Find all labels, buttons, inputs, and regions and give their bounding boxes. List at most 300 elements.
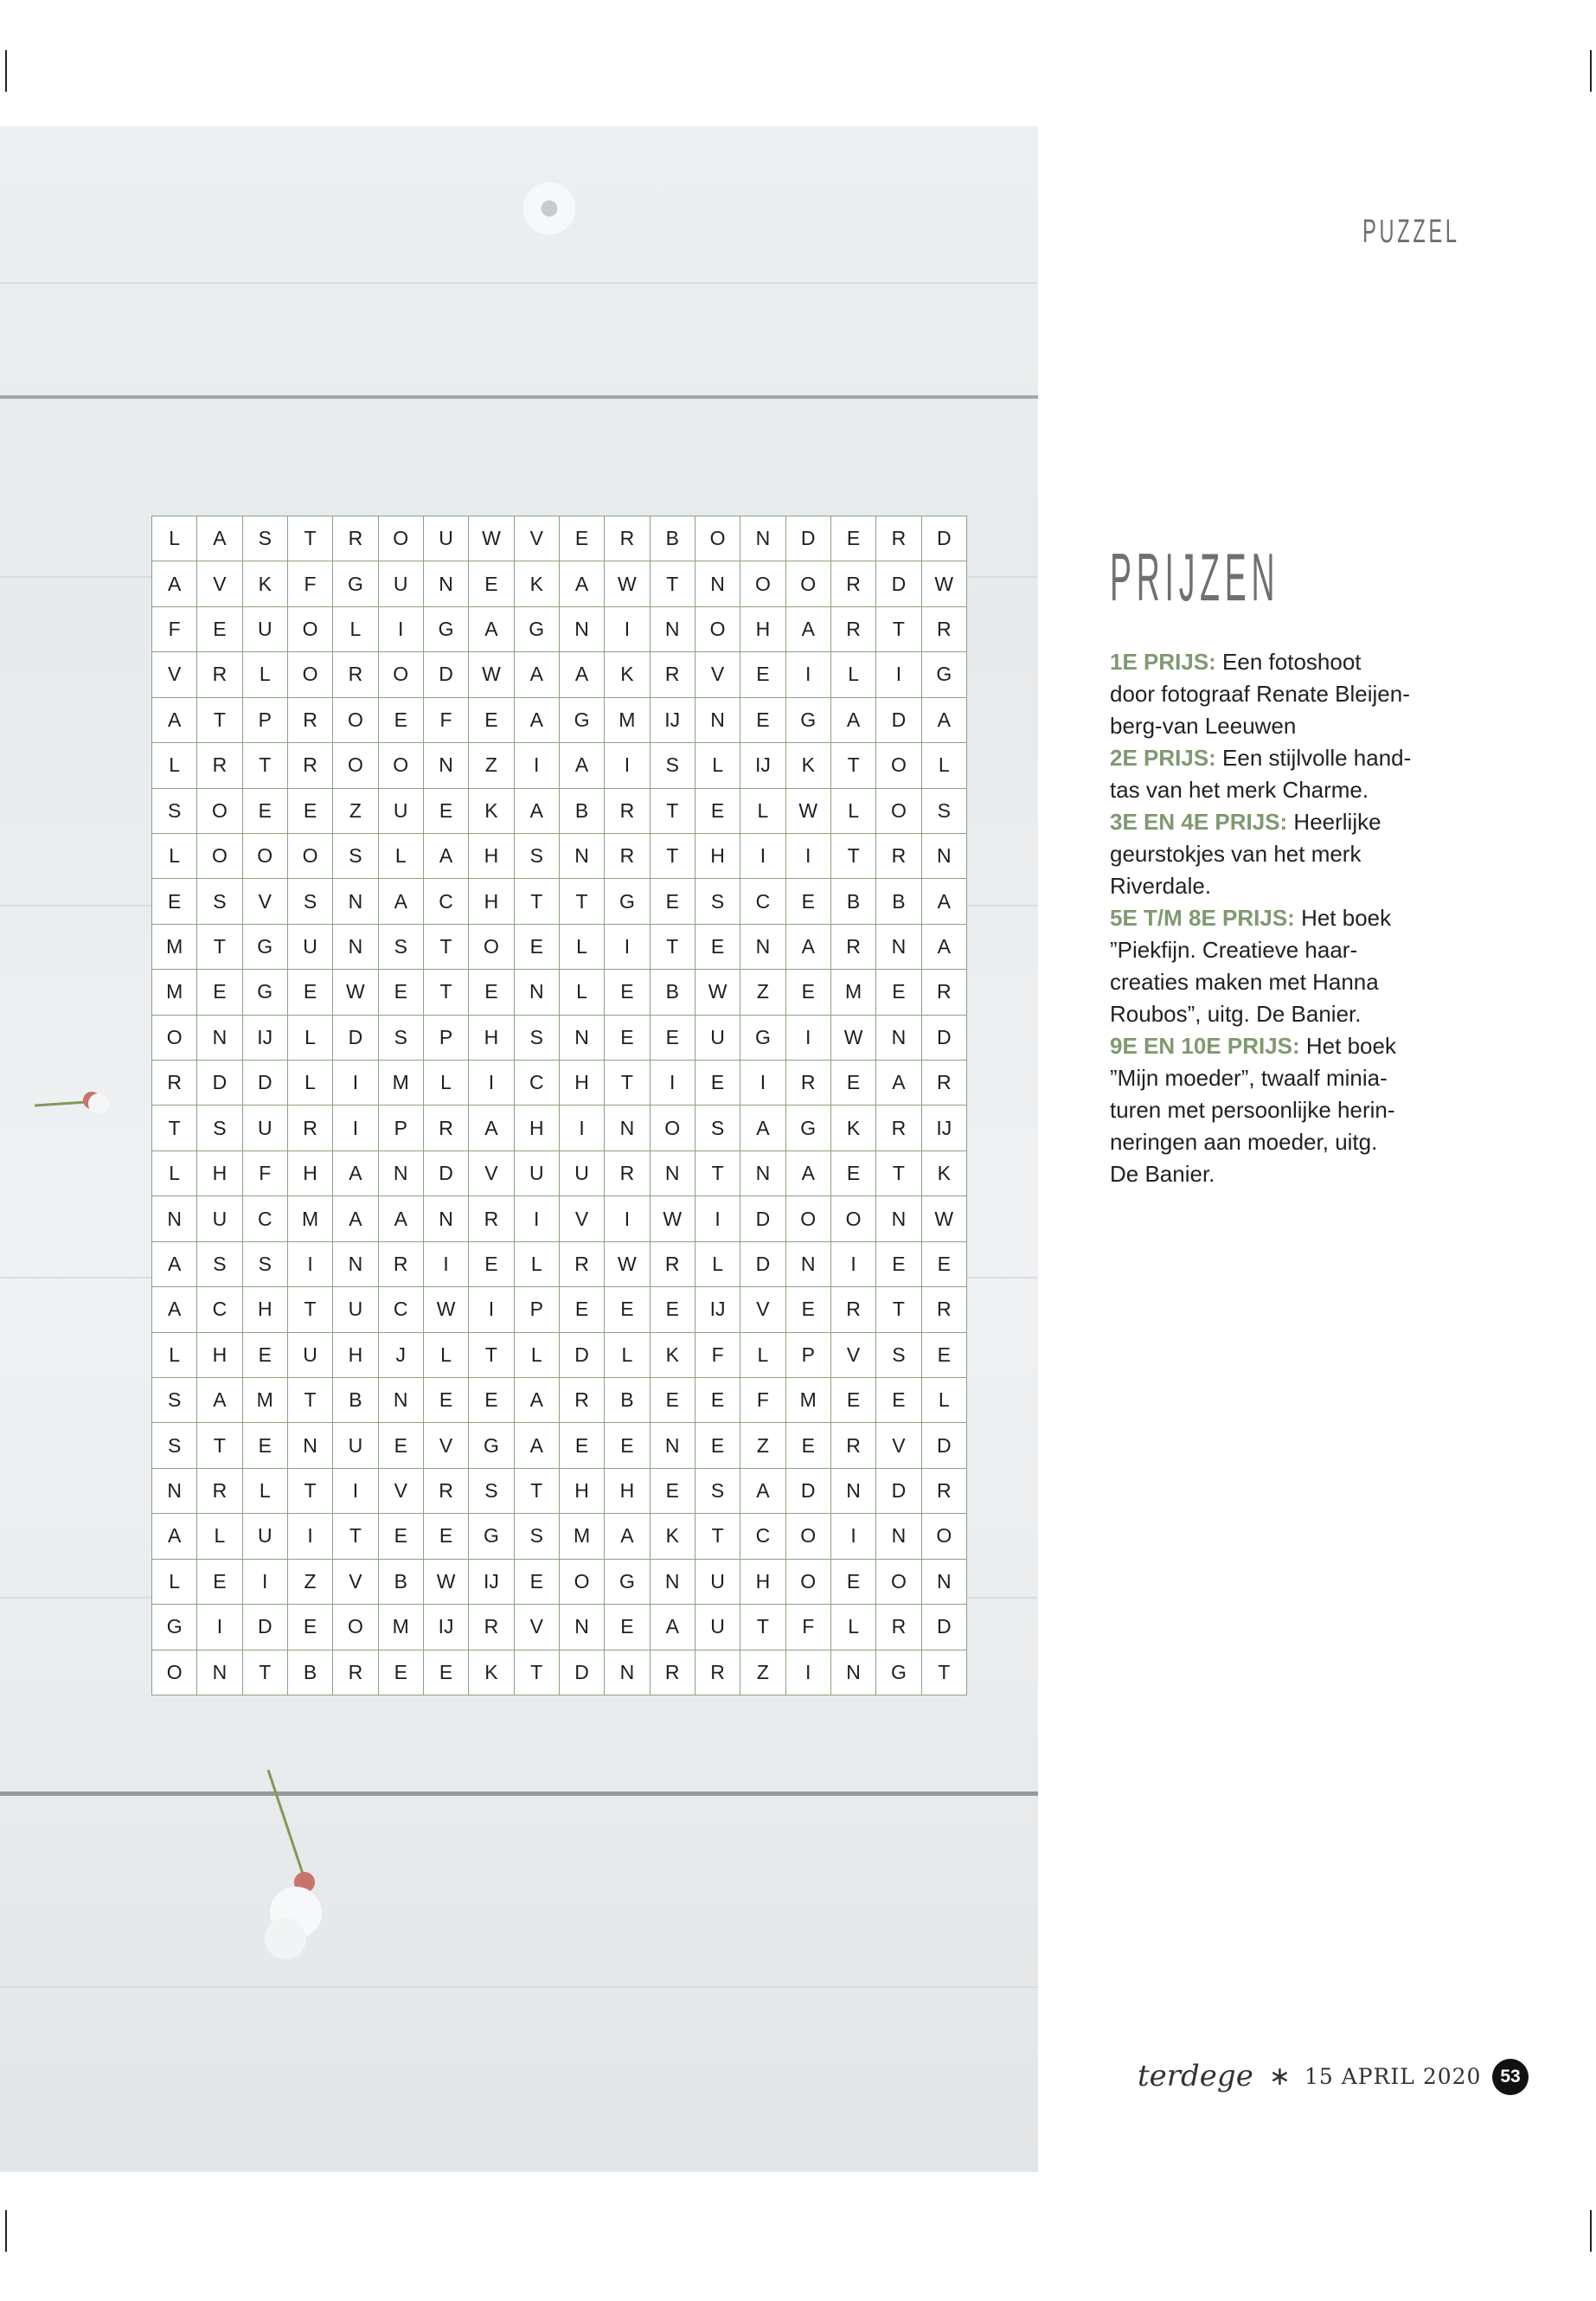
- grid-cell: P: [514, 1287, 559, 1332]
- grid-cell: R: [605, 516, 650, 561]
- grid-cell: G: [605, 1559, 650, 1604]
- grid-cell: T: [197, 1423, 242, 1468]
- grid-cell: I: [605, 924, 650, 969]
- grid-cell: O: [469, 924, 514, 969]
- prize-text: turen met persoonlijke herin-: [1110, 1097, 1395, 1123]
- grid-cell: O: [695, 516, 740, 561]
- grid-cell: V: [514, 1605, 559, 1650]
- grid-cell: E: [378, 1423, 423, 1468]
- grid-cell: W: [605, 561, 650, 606]
- grid-cell: H: [605, 1468, 650, 1513]
- grid-cell: I: [287, 1514, 332, 1559]
- grid-cell: T: [559, 879, 604, 924]
- grid-cell: R: [423, 1468, 468, 1513]
- grid-cell: N: [650, 606, 695, 651]
- grid-cell: U: [423, 516, 468, 561]
- grid-cell: R: [423, 1106, 468, 1150]
- grid-cell: A: [333, 1150, 378, 1195]
- grid-cell: T: [650, 788, 695, 833]
- grid-cell: E: [469, 697, 514, 742]
- grid-cell: R: [287, 1106, 332, 1150]
- prize-line: [1110, 1126, 1456, 1158]
- grid-cell: S: [695, 1468, 740, 1513]
- grid-cell: O: [559, 1559, 604, 1604]
- grid-cell: M: [605, 697, 650, 742]
- grid-cell: L: [197, 1514, 242, 1559]
- grid-cell: E: [423, 1514, 468, 1559]
- grid-cell: R: [152, 1061, 197, 1106]
- grid-cell: I: [559, 1106, 604, 1150]
- grid-cell: L: [695, 1241, 740, 1286]
- grid-cell: L: [605, 1332, 650, 1377]
- grid-cell: E: [197, 606, 242, 651]
- grid-cell: P: [785, 1332, 830, 1377]
- grid-cell: H: [695, 833, 740, 878]
- grid-cell: S: [287, 879, 332, 924]
- grid-cell: K: [785, 743, 830, 788]
- star-icon: ∗: [1268, 2061, 1291, 2091]
- grid-cell: S: [242, 516, 287, 561]
- grid-cell: N: [605, 1650, 650, 1695]
- word-search-grid: [151, 516, 967, 1695]
- grid-cell: F: [740, 1378, 785, 1423]
- grid-cell: M: [378, 1061, 423, 1106]
- grid-cell: O: [876, 788, 921, 833]
- grid-cell: I: [785, 1650, 830, 1695]
- grid-cell: A: [830, 697, 875, 742]
- prize-line: [1110, 1094, 1456, 1126]
- grid-cell: S: [378, 1015, 423, 1060]
- grid-cell: T: [605, 1061, 650, 1106]
- grid-cell: K: [469, 1650, 514, 1695]
- grid-cell: E: [695, 1061, 740, 1106]
- grid-cell: C: [197, 1287, 242, 1332]
- grid-cell: I: [287, 1241, 332, 1286]
- grid-cell: T: [830, 833, 875, 878]
- grid-cell: A: [469, 1106, 514, 1150]
- grid-cell: I: [830, 1241, 875, 1286]
- grid-cell: V: [242, 879, 287, 924]
- grid-cell: H: [559, 1061, 604, 1106]
- grid-cell: O: [785, 561, 830, 606]
- grid-cell: S: [152, 1423, 197, 1468]
- grid-cell: L: [287, 1061, 332, 1106]
- grid-cell: H: [242, 1287, 287, 1332]
- grid-cell: S: [695, 1106, 740, 1150]
- grid-cell: H: [287, 1150, 332, 1195]
- grid-cell: R: [333, 1650, 378, 1695]
- grid-cell: T: [514, 879, 559, 924]
- grid-cell: G: [785, 1106, 830, 1150]
- grid-cell: D: [785, 1468, 830, 1513]
- prize-text: Riverdale.: [1110, 873, 1212, 899]
- crop-mark-top-right: [1590, 50, 1592, 92]
- grid-cell: I: [785, 1015, 830, 1060]
- grid-cell: U: [197, 1196, 242, 1241]
- grid-row: [152, 833, 967, 878]
- grid-cell: E: [695, 1423, 740, 1468]
- grid-cell: M: [559, 1514, 604, 1559]
- grid-cell: L: [378, 833, 423, 878]
- grid-cell: R: [785, 1061, 830, 1106]
- grid-cell: N: [876, 1196, 921, 1241]
- grid-cell: O: [378, 743, 423, 788]
- grid-cell: A: [785, 1150, 830, 1195]
- grid-cell: D: [197, 1061, 242, 1106]
- grid-cell: O: [333, 1605, 378, 1650]
- grid-cell: F: [152, 606, 197, 651]
- grid-cell: L: [559, 924, 604, 969]
- grid-row: [152, 652, 967, 697]
- grid-cell: D: [921, 516, 966, 561]
- grid-cell: D: [785, 516, 830, 561]
- grid-row: [152, 1015, 967, 1060]
- grid-cell: G: [785, 697, 830, 742]
- grid-cell: L: [921, 743, 966, 788]
- grid-cell: O: [921, 1514, 966, 1559]
- grid-cell: E: [695, 924, 740, 969]
- prize-line: [1110, 742, 1456, 774]
- grid-cell: P: [242, 697, 287, 742]
- grid-cell: V: [559, 1196, 604, 1241]
- prize-line: [1110, 966, 1456, 998]
- grid-cell: I: [378, 606, 423, 651]
- grid-cell: T: [650, 924, 695, 969]
- grid-cell: N: [333, 924, 378, 969]
- grid-cell: O: [287, 833, 332, 878]
- grid-cell: V: [740, 1287, 785, 1332]
- prize-line: [1110, 870, 1456, 902]
- grid-cell: D: [876, 561, 921, 606]
- grid-cell: N: [650, 1150, 695, 1195]
- grid-cell: S: [514, 1514, 559, 1559]
- grid-cell: L: [921, 1378, 966, 1423]
- grid-cell: O: [650, 1106, 695, 1150]
- grid-cell: E: [559, 1423, 604, 1468]
- grid-cell: E: [378, 697, 423, 742]
- grid-cell: I: [740, 1061, 785, 1106]
- grid-cell: L: [287, 1015, 332, 1060]
- grid-cell: IJ: [242, 1015, 287, 1060]
- grid-cell: D: [423, 1150, 468, 1195]
- grid-cell: H: [333, 1332, 378, 1377]
- grid-cell: D: [242, 1605, 287, 1650]
- grid-cell: T: [242, 743, 287, 788]
- grid-cell: O: [197, 833, 242, 878]
- grid-cell: C: [740, 1514, 785, 1559]
- grid-cell: A: [876, 1061, 921, 1106]
- prize-line: [1110, 806, 1456, 838]
- grid-cell: I: [333, 1106, 378, 1150]
- grid-cell: G: [242, 924, 287, 969]
- grid-cell: I: [605, 743, 650, 788]
- grid-cell: M: [152, 924, 197, 969]
- grid-cell: N: [876, 924, 921, 969]
- grid-cell: S: [876, 1332, 921, 1377]
- grid-cell: IJ: [423, 1605, 468, 1650]
- grid-cell: N: [423, 743, 468, 788]
- grid-cell: T: [423, 924, 468, 969]
- grid-cell: A: [650, 1605, 695, 1650]
- grid-cell: T: [423, 970, 468, 1015]
- grid-row: [152, 788, 967, 833]
- grid-cell: E: [876, 1241, 921, 1286]
- grid-cell: O: [333, 743, 378, 788]
- prize-line: [1110, 902, 1456, 934]
- grid-cell: U: [287, 1332, 332, 1377]
- grid-cell: E: [650, 1015, 695, 1060]
- grid-cell: R: [197, 1468, 242, 1513]
- grid-row: [152, 1332, 967, 1377]
- blossom-icon: [519, 178, 580, 239]
- grid-cell: S: [514, 1015, 559, 1060]
- grid-cell: T: [287, 1287, 332, 1332]
- grid-cell: E: [469, 1378, 514, 1423]
- prizes-title: PRIJZEN: [1110, 539, 1280, 615]
- grid-cell: A: [469, 606, 514, 651]
- grid-row: [152, 1468, 967, 1513]
- grid-cell: N: [695, 561, 740, 606]
- grid-cell: E: [378, 1514, 423, 1559]
- grid-cell: G: [423, 606, 468, 651]
- grid-cell: D: [242, 1061, 287, 1106]
- grid-cell: E: [423, 1650, 468, 1695]
- grid-cell: Z: [740, 970, 785, 1015]
- grid-cell: E: [469, 1241, 514, 1286]
- grid-cell: N: [197, 1650, 242, 1695]
- grid-cell: O: [876, 743, 921, 788]
- grid-cell: C: [423, 879, 468, 924]
- grid-cell: J: [378, 1332, 423, 1377]
- grid-cell: N: [695, 697, 740, 742]
- grid-cell: V: [197, 561, 242, 606]
- grid-cell: S: [469, 1468, 514, 1513]
- grid-cell: R: [830, 1287, 875, 1332]
- grid-cell: A: [197, 516, 242, 561]
- grid-cell: N: [559, 833, 604, 878]
- grid-cell: I: [469, 1287, 514, 1332]
- prize-text: creaties maken met Hanna: [1110, 969, 1379, 995]
- grid-cell: O: [152, 1015, 197, 1060]
- grid-cell: A: [333, 1196, 378, 1241]
- grid-cell: N: [921, 1559, 966, 1604]
- grid-cell: W: [650, 1196, 695, 1241]
- grid-cell: D: [423, 652, 468, 697]
- grid-cell: K: [514, 561, 559, 606]
- grid-cell: A: [152, 1287, 197, 1332]
- grid-cell: T: [287, 1468, 332, 1513]
- grid-cell: R: [287, 743, 332, 788]
- grid-cell: V: [876, 1423, 921, 1468]
- grid-cell: R: [650, 1241, 695, 1286]
- grid-cell: A: [785, 924, 830, 969]
- grid-row: [152, 1514, 967, 1559]
- grid-cell: U: [242, 1106, 287, 1150]
- grid-cell: E: [876, 1378, 921, 1423]
- prize-label: 2E PRIJS:: [1110, 745, 1216, 771]
- grid-cell: H: [469, 879, 514, 924]
- grid-cell: V: [333, 1559, 378, 1604]
- grid-cell: E: [197, 1559, 242, 1604]
- grid-cell: E: [740, 697, 785, 742]
- grid-cell: I: [333, 1468, 378, 1513]
- grid-cell: T: [514, 1468, 559, 1513]
- prize-text: Heerlijke: [1287, 809, 1381, 835]
- plank-divider: [0, 395, 1038, 399]
- grid-cell: E: [287, 970, 332, 1015]
- grid-cell: A: [605, 1514, 650, 1559]
- grid-cell: R: [921, 1468, 966, 1513]
- grid-cell: R: [559, 1241, 604, 1286]
- grid-cell: E: [559, 516, 604, 561]
- grid-cell: E: [785, 1287, 830, 1332]
- grid-cell: E: [197, 970, 242, 1015]
- grid-cell: R: [197, 743, 242, 788]
- grid-cell: S: [197, 1106, 242, 1150]
- grid-cell: I: [242, 1559, 287, 1604]
- prize-text: ”Mijn moeder”, twaalf minia-: [1110, 1065, 1388, 1091]
- grid-cell: E: [423, 788, 468, 833]
- grid-row: [152, 743, 967, 788]
- prize-line: [1110, 1062, 1456, 1094]
- grid-cell: W: [423, 1559, 468, 1604]
- grid-cell: N: [514, 970, 559, 1015]
- grid-cell: W: [605, 1241, 650, 1286]
- grid-cell: R: [695, 1650, 740, 1695]
- grid-cell: N: [197, 1015, 242, 1060]
- grid-cell: V: [514, 516, 559, 561]
- grid-cell: K: [650, 1514, 695, 1559]
- crop-mark-top-left: [5, 50, 7, 92]
- grid-cell: E: [876, 970, 921, 1015]
- grid-cell: W: [921, 561, 966, 606]
- grid-cell: O: [197, 788, 242, 833]
- grid-cell: I: [785, 652, 830, 697]
- grid-cell: T: [876, 606, 921, 651]
- grid-cell: K: [650, 1332, 695, 1377]
- grid-cell: U: [333, 1423, 378, 1468]
- grid-cell: A: [559, 561, 604, 606]
- grid-cell: O: [378, 516, 423, 561]
- grid-cell: O: [287, 652, 332, 697]
- grid-cell: O: [152, 1650, 197, 1695]
- grid-cell: D: [740, 1241, 785, 1286]
- grid-cell: I: [514, 743, 559, 788]
- grid-cell: S: [242, 1241, 287, 1286]
- grid-cell: H: [514, 1106, 559, 1150]
- grid-cell: A: [514, 1378, 559, 1423]
- grid-cell: L: [242, 652, 287, 697]
- grid-cell: A: [378, 879, 423, 924]
- grid-cell: D: [876, 1468, 921, 1513]
- prize-line: [1110, 838, 1456, 870]
- grid-cell: E: [650, 879, 695, 924]
- grid-cell: N: [876, 1514, 921, 1559]
- grid-cell: M: [242, 1378, 287, 1423]
- grid-cell: G: [605, 879, 650, 924]
- grid-cell: T: [876, 1287, 921, 1332]
- grid-cell: N: [378, 1378, 423, 1423]
- grid-cell: C: [378, 1287, 423, 1332]
- grid-cell: L: [830, 652, 875, 697]
- grid-cell: V: [378, 1468, 423, 1513]
- grid-cell: N: [152, 1196, 197, 1241]
- grid-cell: A: [514, 1423, 559, 1468]
- grid-cell: R: [921, 1061, 966, 1106]
- grid-cell: V: [152, 652, 197, 697]
- grid-cell: E: [605, 1605, 650, 1650]
- grid-cell: L: [423, 1061, 468, 1106]
- grid-cell: B: [559, 788, 604, 833]
- grid-cell: L: [740, 788, 785, 833]
- grid-row: [152, 1196, 967, 1241]
- grid-row: [152, 1106, 967, 1150]
- grid-cell: H: [197, 1150, 242, 1195]
- prize-text: Het boek: [1299, 1033, 1396, 1059]
- grid-cell: O: [785, 1196, 830, 1241]
- grid-cell: N: [740, 924, 785, 969]
- grid-cell: E: [695, 788, 740, 833]
- grid-row: [152, 1378, 967, 1423]
- grid-cell: K: [921, 1150, 966, 1195]
- crop-mark-bottom-right: [1590, 2210, 1592, 2252]
- grid-cell: E: [242, 1332, 287, 1377]
- grid-cell: R: [876, 516, 921, 561]
- grid-cell: U: [378, 561, 423, 606]
- grid-cell: E: [785, 879, 830, 924]
- grid-cell: E: [469, 970, 514, 1015]
- grid-cell: R: [650, 652, 695, 697]
- grid-cell: O: [876, 1559, 921, 1604]
- grid-cell: E: [650, 1378, 695, 1423]
- prize-text: Een stijlvolle hand-: [1215, 745, 1412, 771]
- grid-cell: I: [650, 1061, 695, 1106]
- grid-cell: L: [152, 833, 197, 878]
- grid-cell: R: [469, 1196, 514, 1241]
- grid-row: [152, 1423, 967, 1468]
- grid-cell: W: [333, 970, 378, 1015]
- prize-label: 9E EN 10E PRIJS:: [1110, 1033, 1300, 1059]
- grid-cell: P: [423, 1015, 468, 1060]
- grid-cell: F: [785, 1605, 830, 1650]
- grid-cell: E: [378, 970, 423, 1015]
- grid-cell: L: [152, 1559, 197, 1604]
- grid-cell: I: [423, 1241, 468, 1286]
- grid-cell: S: [152, 788, 197, 833]
- grid-cell: B: [378, 1559, 423, 1604]
- grid-cell: U: [333, 1287, 378, 1332]
- grid-cell: A: [152, 1514, 197, 1559]
- grid-row: [152, 1287, 967, 1332]
- grid-cell: G: [514, 606, 559, 651]
- grid-cell: R: [830, 1423, 875, 1468]
- grid-cell: R: [876, 1106, 921, 1150]
- grid-cell: R: [876, 1605, 921, 1650]
- prize-line: [1110, 710, 1456, 742]
- grid-cell: N: [559, 606, 604, 651]
- grid-cell: M: [152, 970, 197, 1015]
- grid-cell: L: [559, 970, 604, 1015]
- grid-cell: A: [921, 924, 966, 969]
- grid-cell: A: [197, 1378, 242, 1423]
- grid-cell: A: [514, 788, 559, 833]
- grid-cell: N: [921, 833, 966, 878]
- grid-cell: K: [830, 1106, 875, 1150]
- grid-cell: R: [197, 652, 242, 697]
- grid-cell: D: [921, 1015, 966, 1060]
- grid-cell: N: [378, 1150, 423, 1195]
- grid-cell: E: [423, 1378, 468, 1423]
